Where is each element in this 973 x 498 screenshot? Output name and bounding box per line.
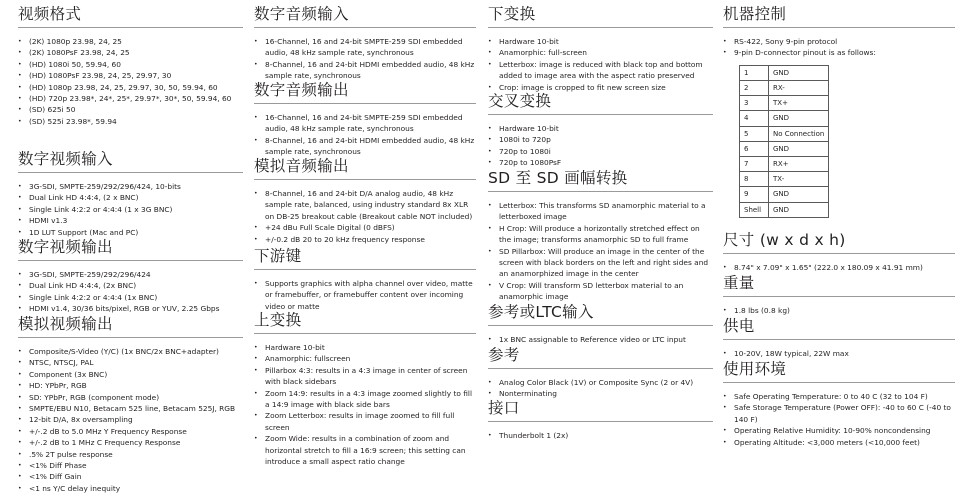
list-item: • (HD) 1080PsF 23.98, 24, 25, 29.97, 30 [18,70,243,81]
table-row [740,96,829,111]
list-item: • H Crop: Will produce a horizontally stretched effect on the image; transforms anamorphic SD to full frame [488,223,713,246]
section-cross-conversion [488,91,713,169]
section-digital-video-output [18,237,243,315]
spec-list [723,348,955,359]
section-title: 数字音频输出 [254,81,349,99]
list-item: • HDMI v1.4, 30/36 bits/pixel, RGB or YUV, 2.25 Gbps [18,303,243,314]
list-item: • 1D LUT Support (Mac and PC) [18,227,243,238]
spec-list [723,305,955,316]
list-item: • Operating Altitude: <3,000 meters (<10,000 feet) [723,437,955,448]
section-analog-audio-output [254,156,476,245]
list-item: • Thunderbolt 1 (2x) [488,430,713,441]
spec-list [723,36,955,59]
list-item: • Zoom Letterbox: results in image zoomed to fill full screen [254,410,476,433]
list-item: • Dual Link HD 4:4:4, (2x BNC) [18,280,243,291]
section-title: 模拟视频输出 [18,315,113,333]
list-item: • Hardware 10-bit [254,342,476,353]
pin-number: 6 [740,141,769,156]
list-item: • NTSC, NTSCJ, PAL [18,357,243,368]
section-title: 重量 [723,274,755,292]
list-item: • (HD) 1080p 23.98, 24, 25, 29.97, 30, 50, 59.94, 60 [18,82,243,93]
spec-list [488,430,713,441]
list-item: • 8-Channel, 16 and 24-bit HDMI embedded audio, 48 kHz sample rate, synchronous [254,59,476,82]
list-item: • Single Link 4:2:2 or 4:4:4 (1x BNC) [18,292,243,303]
section-divider [488,27,713,28]
list-item: • (SD) 625i 50 [18,104,243,115]
spec-list [723,262,955,273]
section-title: 机器控制 [723,5,787,23]
spec-list [18,181,243,238]
pin-number: 4 [740,111,769,126]
list-item: • 16-Channel, 16 and 24-bit SMPTE-259 SDI embedded audio, 48 kHz sample rate, synchronous [254,36,476,59]
section-sd-aspect-conversion [488,168,713,303]
section-title: 接口 [488,399,520,417]
table-row [740,111,829,126]
list-item: • HD: YPbPr, RGB [18,380,243,391]
section-divider [254,269,476,270]
section-digital-audio-input [254,4,476,82]
spec-list [254,112,476,158]
section-divider [254,179,476,180]
section-title: 数字音频输入 [254,5,349,23]
section-title: 尺寸 (w x d x h) [723,231,846,249]
table-row [740,126,829,141]
spec-list [254,278,476,312]
list-item: • Anamorphic: full-screen [488,47,713,58]
section-title: SD 至 SD 画幅转换 [488,169,628,187]
section-divider [254,103,476,104]
section-downstream-keyer [254,246,476,312]
list-item: • 9-pin D-connector pinout is as follows: [723,47,955,58]
section-reference [488,345,713,400]
pin-signal: TX+ [769,96,829,111]
section-digital-audio-output [254,80,476,158]
list-item: • (HD) 720p 23.98*, 24*, 25*, 29.97*, 30*, 50, 59.94, 60 [18,93,243,104]
pin-number: 8 [740,172,769,187]
list-item: • 12-bit D/A, 8x oversampling [18,414,243,425]
list-item: • Pillarbox 4:3: results in a 4:3 image in center of screen with black sidebars [254,365,476,388]
section-divider [18,260,243,261]
section-divider [723,382,955,383]
pin-signal: No Connection [769,126,829,141]
section-divider [488,191,713,192]
section-divider [488,421,713,422]
spec-list [488,334,713,345]
list-item: • Zoom Wide: results in a combination of zoom and horizontal stretch to fill a 16:9 screen; this setting can introduce a small aspect ratio change [254,433,476,467]
spec-list [254,188,476,245]
list-item: • +/-.2 dB to 1 MHz C Frequency Response [18,437,243,448]
list-item: • Component (3x BNC) [18,369,243,380]
pin-signal: TX- [769,172,829,187]
list-item: • 1.8 lbs (0.8 kg) [723,305,955,316]
list-item: • 8-Channel, 16 and 24-bit D/A analog audio, 48 kHz sample rate, balanced, using industry standard 8x XLR on DB-25 breakout cable (Breakout cable NOT included) [254,188,476,222]
pin-number: 7 [740,156,769,171]
list-item: • (2K) 1080p 23.98, 24, 25 [18,36,243,47]
section-title: 参考 [488,346,520,364]
list-item: • Supports graphics with alpha channel over video, matte or framebuffer, or framebuffer content over incoming video or matte [254,278,476,312]
list-item: • 8.74" x 7.09" x 1.65" (222.0 x 180.09 x 41.91 mm) [723,262,955,273]
pin-number: 2 [740,81,769,96]
list-item: • 1x BNC assignable to Reference video or LTC input [488,334,713,345]
section-title: 使用环境 [723,360,787,378]
section-power [723,316,955,359]
list-item: • Operating Relative Humidity: 10-90% noncondensing [723,425,955,436]
list-item: • Dual Link HD 4:4:4, (2 x BNC) [18,192,243,203]
section-upconversion [254,310,476,467]
pin-number: 9 [740,187,769,202]
section-title: 下游键 [254,247,302,265]
list-item: • SMPTE/EBU N10, Betacam 525 line, Betacam 525J, RGB [18,403,243,414]
section-title: 上变换 [254,311,302,329]
pin-signal: GND [769,187,829,202]
list-item: • Safe Operating Temperature: 0 to 40 C (32 to 104 F) [723,391,955,402]
pinout-table [739,65,829,218]
table-row [740,172,829,187]
list-item: • SD: YPbPr, RGB (component mode) [18,392,243,403]
list-item: • Anamorphic: fullscreen [254,353,476,364]
section-divider [18,172,243,173]
section-environment [723,359,955,448]
list-item: • Composite/S-Video (Y/C) (1x BNC/2x BNC+adapter) [18,346,243,357]
list-item: • <1% Diff Phase [18,460,243,471]
section-analog-video-output [18,314,243,494]
list-item: • Crop: image is cropped to fit new screen size [488,82,713,93]
list-item: • 3G-SDI, SMPTE-259/292/296/424, 10-bits [18,181,243,192]
spec-list [488,123,713,169]
section-title: 数字视频输入 [18,150,113,168]
section-title: 数字视频输出 [18,238,113,256]
pin-signal: GND [769,65,829,80]
section-divider [18,337,243,338]
section-reference-ltc-input [488,302,713,345]
section-title: 下变换 [488,5,536,23]
section-digital-video-input [18,149,243,238]
list-item: • +24 dBu Full Scale Digital (0 dBFS) [254,222,476,233]
table-row [740,141,829,156]
pin-signal: GND [769,111,829,126]
list-item: • RS-422, Sony 9-pin protocol [723,36,955,47]
list-item: • <1 ns Y/C delay inequity [18,483,243,494]
list-item: • 720p to 1080i [488,146,713,157]
section-title: 视频格式 [18,5,82,23]
section-divider [723,296,955,297]
spec-list [488,36,713,93]
section-divider [723,339,955,340]
list-item: • 3G-SDI, SMPTE-259/292/296/424 [18,269,243,280]
list-item: • SD Pillarbox: Will produce an image in the center of the screen with black borders on the left and right sides and an anamorphized image in the center [488,246,713,280]
list-item: • Single Link 4:2:2 or 4:4:4 (1 x 3G BNC) [18,204,243,215]
table-row [740,81,829,96]
section-machine-control [723,4,955,218]
spec-list [18,269,243,315]
pin-number: 5 [740,126,769,141]
table-row [740,65,829,80]
list-item: • (HD) 1080i 50, 59.94, 60 [18,59,243,70]
list-item: • Nonterminating [488,388,713,399]
section-divider [723,253,955,254]
list-item: • 16-Channel, 16 and 24-bit SMPTE-259 SDI embedded audio, 48 kHz sample rate, synchronous [254,112,476,135]
section-video-formats [18,4,243,127]
table-row [740,202,829,217]
section-divider [18,27,243,28]
section-weight [723,273,955,316]
list-item: • Letterbox: image is reduced with black top and bottom added to image area with the aspect ratio preserved [488,59,713,82]
spec-list [488,377,713,400]
list-item: • 8-Channel, 16 and 24-bit HDMI embedded audio, 48 kHz sample rate, synchronous [254,135,476,158]
table-row [740,156,829,171]
list-item: • Hardware 10-bit [488,36,713,47]
section-divider [723,27,955,28]
section-title: 供电 [723,317,755,335]
list-item: • Analog Color Black (1V) or Composite Sync (2 or 4V) [488,377,713,388]
pin-signal: GND [769,202,829,217]
section-divider [488,325,713,326]
pin-number: 1 [740,65,769,80]
table-row [740,187,829,202]
pin-signal: RX- [769,81,829,96]
section-divider [488,368,713,369]
section-divider [254,333,476,334]
list-item: • 1080i to 720p [488,134,713,145]
section-divider [488,114,713,115]
pin-number: Shell [740,202,769,217]
spec-list [723,391,955,448]
list-item: • HDMI v1.3 [18,215,243,226]
spec-list [18,36,243,127]
list-item: • (2K) 1080PsF 23.98, 24, 25 [18,47,243,58]
list-item: • (SD) 525i 23.98*, 59.94 [18,116,243,127]
list-item: • 10-20V, 18W typical, 22W max [723,348,955,359]
section-interfaces [488,398,713,441]
pin-signal: GND [769,141,829,156]
list-item: • +/-0.2 dB 20 to 20 kHz frequency response [254,234,476,245]
list-item: • Safe Storage Temperature (Power OFF): -40 to 60 C (-40 to 140 F) [723,402,955,425]
list-item: • 720p to 1080PsF [488,157,713,168]
section-title: 模拟音频输出 [254,157,349,175]
list-item: • .5% 2T pulse response [18,449,243,460]
spec-list [254,342,476,467]
section-title: 交叉变换 [488,92,552,110]
section-divider [254,27,476,28]
list-item: • Zoom 14:9: results in a 4:3 image zoomed slightly to fill a 14:9 image with black side bars [254,388,476,411]
section-title: 参考或LTC输入 [488,303,594,321]
pin-number: 3 [740,96,769,111]
list-item: • +/-.2 dB to 5.0 MHz Y Frequency Response [18,426,243,437]
list-item: • <1% Diff Gain [18,471,243,482]
spec-list [254,36,476,82]
spec-list [18,346,243,494]
spec-list [488,200,713,303]
list-item: • Letterbox: This transforms SD anamorphic material to a letterboxed image [488,200,713,223]
pin-signal: RX+ [769,156,829,171]
section-dimensions [723,230,955,273]
list-item: • Hardware 10-bit [488,123,713,134]
list-item: • V Crop: Will transform SD letterbox material to an anamorphic image [488,280,713,303]
section-downconversion [488,4,713,93]
